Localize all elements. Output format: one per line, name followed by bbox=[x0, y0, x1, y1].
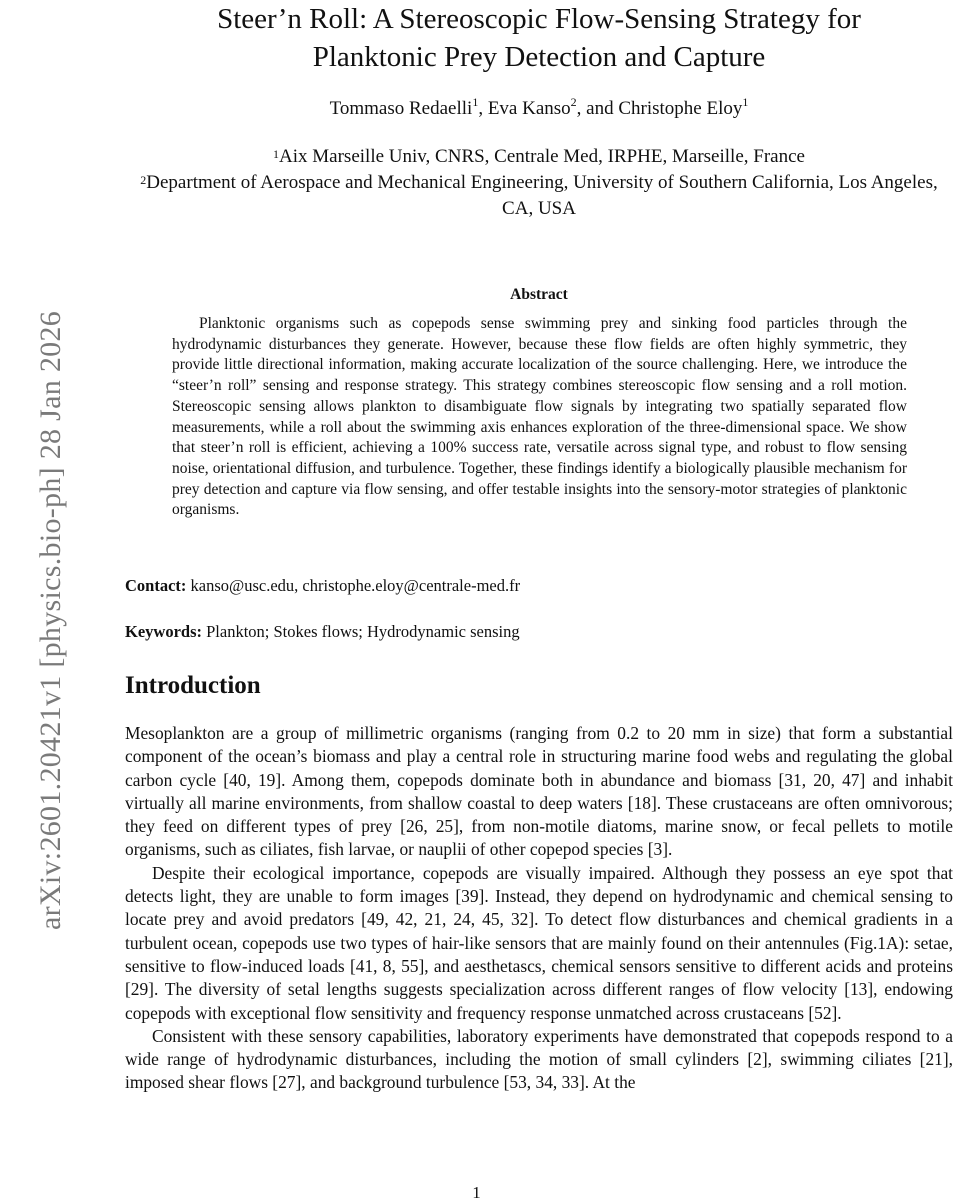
author-name: Eva Kanso bbox=[487, 98, 571, 119]
affiliation-text: Department of Aerospace and Mechanical Engineering, University of Southern California, Los Angeles, CA, USA bbox=[146, 172, 938, 219]
author-list bbox=[125, 95, 953, 120]
abstract-heading: Abstract bbox=[510, 286, 568, 303]
affiliation-number: 2 bbox=[140, 173, 147, 187]
keywords-value: Plankton; Stokes flows; Hydrodynamic sensing bbox=[206, 622, 520, 641]
body-paragraph: Mesoplankton are a group of millimetric organisms (ranging from 0.2 to 20 mm in size) that form a substantial component of the ocean’s biomass and play a central role in structuring marine food webs and regulating the global carbon cycle [40, 19]. Among them, copepods dominate both in abundance and biomass [31, 20, 47] and inhabit virtually all marine environments, from shallow coastal to deep waters [18]. These crustaceans are often omnivorous; they feed on different types of prey [26, 25], from non-motile diatoms, marine snow, or fecal pellets to motile organisms, such as ciliates, fish larvae, or nauplii of other copepod species [3]. bbox=[125, 723, 953, 860]
abstract-text: Planktonic organisms such as copepods sense swimming prey and sinking food particles through the hydrodynamic disturbances they generate. However, because these flow fields are often highly symmetric, they provide little directional information, making accurate localization of the source challenging. Here, we introduce the “steer’n roll” sensing and response strategy. This strategy combines stereoscopic flow sensing and a roll motion. Stereoscopic sensing allows plankton to disambiguate flow signals by integrating two spatially separated flow measurements, while a roll about the swimming axis enhances exploration of the three-dimensional space. We show that steer’n roll is efficient, achieving a 100% success rate, versatile across signal type, and robust to flow sensing noise, orientational diffusion, and turbulence. Together, these findings identify a biologically plausible mechanism for prey detection and capture via flow sensing, and offer testable insights into the sensory-motor strategies of planktonic organisms. bbox=[172, 315, 907, 519]
body-paragraph: Consistent with these sensory capabilities, laboratory experiments have demonstrated that copepods respond to a wide range of hydrodynamic disturbances, including the motion of small cylinders [2], swimming ciliates [21], imposed shear flows [27], and background turbulence [53, 34, 33]. At the bbox=[125, 1025, 953, 1093]
author-name: Christophe Eloy bbox=[618, 98, 743, 119]
section-heading-introduction: Introduction bbox=[125, 672, 261, 699]
affiliations bbox=[125, 144, 953, 222]
title-line-1: Steer’n Roll: A Stereoscopic Flow-Sensing Strategy for bbox=[217, 3, 861, 35]
paper-title bbox=[125, 0, 953, 76]
introduction-body bbox=[125, 722, 953, 1095]
contact-label: Contact: bbox=[125, 576, 187, 595]
affiliation-number: 1 bbox=[273, 147, 280, 161]
author-separator: , bbox=[478, 98, 488, 119]
affiliation-text: Aix Marseille Univ, CNRS, Centrale Med, IRPHE, Marseille, France bbox=[279, 146, 805, 167]
page-number: 1 bbox=[472, 1183, 481, 1202]
author-name: Tommaso Redaelli bbox=[329, 98, 473, 119]
author-affiliation-mark: 2 bbox=[570, 95, 577, 109]
affiliation-2 bbox=[125, 170, 953, 222]
contact-emails: kanso@usc.edu, christophe.eloy@centrale-med.fr bbox=[190, 576, 521, 595]
arxiv-identifier: arXiv:2601.20421v1 [physics.bio-ph] 28 Jan 2026 bbox=[34, 310, 67, 930]
arxiv-sidebar bbox=[0, 140, 67, 940]
contact-line bbox=[125, 576, 925, 596]
title-line-2: Planktonic Prey Detection and Capture bbox=[312, 41, 766, 73]
affiliation-1 bbox=[125, 144, 953, 170]
author-separator: , and bbox=[576, 98, 619, 119]
keywords-line bbox=[125, 622, 925, 642]
body-paragraph: Despite their ecological importance, copepods are visually impaired. Although they possess an eye spot that detects light, they are unable to form images [39]. Instead, they depend on hydrodynamic and chemical sensing to locate prey and avoid predators [49, 42, 21, 24, 45, 32]. To detect flow disturbances and chemical gradients in a turbulent ocean, copepods use two types of hair-like sensors that are mainly found on their antennules (Fig.1A): setae, sensitive to flow-induced loads [41, 8, 55], and aesthetascs, chemical sensors sensitive to different acids and proteins [29]. The diversity of setal lengths suggests specialization across different ranges of flow velocity [13], endowing copepods with exceptional flow sensitivity and frequency response unmatched across crustaceans [52]. bbox=[125, 862, 953, 1023]
author-affiliation-mark: 1 bbox=[472, 95, 479, 109]
author-affiliation-mark: 1 bbox=[742, 95, 749, 109]
keywords-label: Keywords: bbox=[125, 622, 202, 641]
